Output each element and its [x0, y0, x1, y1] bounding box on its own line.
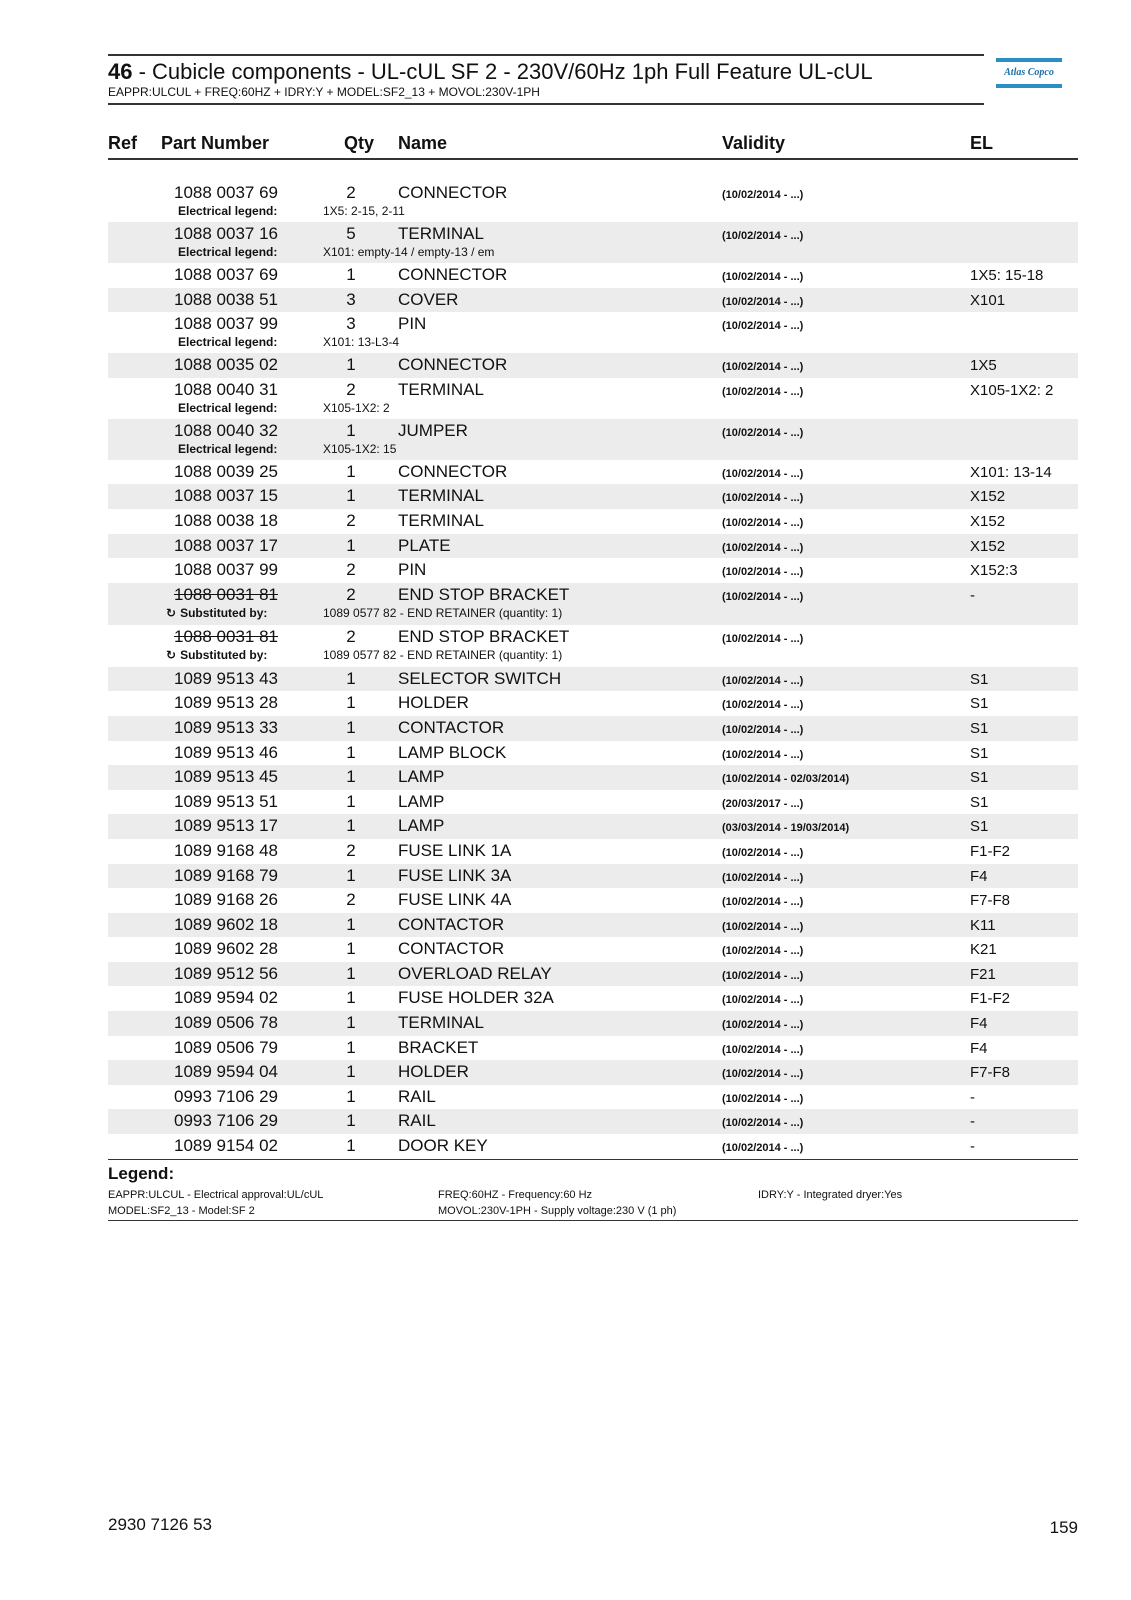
table-row [108, 484, 1078, 509]
part-name: BRACKET [398, 1037, 479, 1057]
quantity: 1 [346, 963, 356, 983]
electrical-ref: F21 [970, 965, 996, 983]
validity: (10/02/2014 - ...) [722, 994, 804, 1007]
validity: (10/02/2014 - ...) [722, 945, 804, 958]
table-row [108, 864, 1078, 889]
validity: (10/02/2014 - ...) [722, 871, 804, 884]
part-name: CONTACTOR [398, 717, 505, 737]
table-row [108, 814, 1078, 839]
table-row [108, 378, 1078, 419]
validity: (10/02/2014 - ...) [722, 516, 804, 529]
legend-item: FREQ:60HZ - Frequency:60 Hz [438, 1189, 593, 1201]
part-number: 0993 7106 29 [174, 1086, 278, 1106]
part-number: 1089 9594 02 [174, 988, 278, 1008]
part-name: JUMPER [398, 420, 468, 440]
table-row [108, 509, 1078, 534]
validity: (10/02/2014 - ...) [722, 1043, 804, 1056]
logo-bar-bottom [996, 84, 1062, 88]
section-number: 46 [108, 59, 133, 84]
quantity: 1 [346, 767, 356, 787]
validity: (10/02/2014 - ...) [722, 361, 804, 374]
validity: (10/02/2014 - ...) [722, 385, 804, 398]
part-name: PIN [398, 314, 427, 334]
electrical-ref: X152 [970, 537, 1006, 555]
table-row [108, 288, 1078, 313]
legend-item: IDRY:Y - Integrated dryer:Yes [758, 1189, 903, 1201]
validity: (10/02/2014 - ...) [722, 748, 804, 761]
quantity: 1 [346, 265, 356, 284]
part-name: FUSE LINK 1A [398, 840, 512, 860]
table-row [108, 937, 1078, 962]
quantity: 1 [346, 486, 356, 506]
table-row [108, 741, 1078, 766]
electrical-ref: - [970, 586, 975, 604]
part-number: 1088 0031 81 [174, 626, 278, 646]
table-row [108, 181, 1078, 222]
validity: (10/02/2014 - ...) [722, 846, 804, 859]
legend-title: Legend: [108, 1164, 175, 1183]
table-row [108, 667, 1078, 692]
part-name: COVER [398, 289, 459, 309]
part-name: LAMP [398, 767, 445, 787]
part-name: CONTACTOR [398, 939, 505, 959]
part-number: 1089 9513 17 [174, 816, 278, 836]
quantity: 1 [346, 791, 356, 811]
part-name: TERMINAL [398, 486, 484, 506]
validity: (10/02/2014 - ...) [722, 920, 804, 933]
part-name: FUSE LINK 4A [398, 890, 512, 910]
sub-label-text: Electrical legend: [178, 441, 278, 456]
part-number: 1089 9168 26 [174, 890, 278, 910]
part-name: CONTACTOR [398, 914, 505, 934]
quantity: 1 [346, 1037, 356, 1057]
validity: (10/02/2014 - ...) [722, 699, 804, 712]
part-number: 1089 0506 78 [174, 1013, 278, 1033]
electrical-ref: K21 [970, 941, 997, 959]
electrical-ref: F4 [970, 1039, 988, 1057]
electrical-ref: - [970, 1088, 975, 1106]
validity: (10/02/2014 - ...) [722, 723, 804, 736]
validity: (10/02/2014 - ...) [722, 674, 804, 687]
part-number: 1089 9513 45 [174, 767, 278, 787]
table-row [108, 962, 1078, 987]
quantity: 2 [346, 626, 356, 646]
substituted-label [166, 606, 267, 620]
section-title: - Cubicle components - UL-cUL SF 2 - 230V/60Hz 1ph Full Feature UL-cUL [132, 59, 873, 84]
parts-table [108, 181, 1078, 1160]
electrical-ref: X101 [970, 291, 1006, 309]
part-number: 1088 0038 51 [174, 289, 278, 309]
part-number: 0993 7106 29 [174, 1111, 278, 1131]
table-row [108, 1134, 1078, 1159]
part-number: 1089 9602 28 [174, 939, 278, 959]
table-end-rule [108, 1159, 1078, 1160]
sub-label-text: Substituted by: [180, 647, 268, 662]
electrical-legend-label [178, 335, 277, 349]
table-row [108, 1011, 1078, 1036]
electrical-legend-label [178, 442, 277, 456]
quantity: 1 [346, 742, 356, 762]
logo-text: Atlas Copco [1004, 67, 1054, 78]
table-row [108, 222, 1078, 263]
part-name: CONNECTOR [398, 265, 508, 284]
part-number: 1088 0037 17 [174, 535, 278, 555]
quantity: 1 [346, 914, 356, 934]
quantity: 2 [346, 840, 356, 860]
electrical-ref: S1 [970, 719, 989, 737]
electrical-ref: 1X5 [970, 357, 997, 375]
electrical-legend-value: X101: 13-L3-4 [323, 335, 400, 350]
brand-logo [996, 58, 1062, 96]
electrical-ref: S1 [970, 695, 989, 713]
part-number: 1088 0037 69 [174, 183, 278, 202]
quantity: 1 [346, 939, 356, 959]
legend-item: MODEL:SF2_13 - Model:SF 2 [108, 1205, 255, 1217]
electrical-ref: X101: 13-14 [970, 463, 1052, 481]
part-number: 1088 0037 15 [174, 486, 278, 506]
quantity: 1 [346, 535, 356, 555]
part-name: DOOR KEY [398, 1136, 488, 1156]
legend-item: MOVOL:230V-1PH - Supply voltage:230 V (1 ph) [438, 1205, 677, 1217]
validity: (10/02/2014 - ...) [722, 467, 804, 480]
table-row [108, 839, 1078, 864]
quantity: 1 [346, 1086, 356, 1106]
quantity: 3 [346, 289, 356, 309]
part-number: 1088 0037 99 [174, 314, 278, 334]
table-row [108, 263, 1078, 288]
electrical-ref: F7-F8 [970, 1064, 1011, 1082]
part-number: 1088 0035 02 [174, 355, 278, 375]
table-row [108, 1085, 1078, 1110]
table-row [108, 1109, 1078, 1134]
col-part-number: Part Number [161, 133, 270, 153]
table-row [108, 691, 1078, 716]
table-row [108, 1036, 1078, 1061]
quantity: 2 [346, 584, 356, 604]
part-number: 1089 9602 18 [174, 914, 278, 934]
substitute-part[interactable]: 1089 0577 82 - END RETAINER (quantity: 1) [323, 647, 563, 662]
part-name: FUSE HOLDER 32A [398, 988, 554, 1008]
document-number: 2930 7126 53 [108, 1515, 212, 1534]
part-name: OVERLOAD RELAY [398, 963, 552, 983]
col-validity: Validity [722, 133, 786, 153]
substitute-part[interactable]: 1089 0577 82 - END RETAINER (quantity: 1) [323, 605, 563, 620]
part-number: 1089 0506 79 [174, 1037, 278, 1057]
part-number: 1089 9168 48 [174, 840, 278, 860]
legend-bottom-rule [108, 1220, 1078, 1221]
table-row [108, 888, 1078, 913]
table-row [108, 986, 1078, 1011]
part-number: 1089 9168 79 [174, 865, 278, 885]
validity: (10/02/2014 - ...) [722, 230, 804, 242]
electrical-ref: X152:3 [970, 562, 1018, 580]
quantity: 1 [346, 1062, 356, 1082]
quantity: 1 [346, 865, 356, 885]
validity: (10/02/2014 - ...) [722, 271, 804, 283]
electrical-ref: F1-F2 [970, 842, 1011, 860]
part-name: FUSE LINK 3A [398, 865, 512, 885]
refresh-icon: ↻ [166, 605, 177, 620]
quantity: 1 [346, 420, 356, 440]
part-number: 1089 9513 43 [174, 668, 278, 688]
validity: (03/03/2014 - 19/03/2014) [722, 822, 850, 835]
table-row [108, 625, 1078, 667]
part-number: 1089 9154 02 [174, 1136, 278, 1156]
quantity: 2 [346, 510, 356, 530]
part-number: 1089 9512 56 [174, 963, 278, 983]
quantity: 1 [346, 988, 356, 1008]
quantity: 1 [346, 1013, 356, 1033]
validity: (10/02/2014 - ...) [722, 541, 804, 554]
part-name: PIN [398, 560, 427, 580]
table-row [108, 790, 1078, 815]
part-name: PLATE [398, 535, 451, 555]
electrical-ref: S1 [970, 670, 989, 688]
electrical-legend-label [178, 204, 277, 218]
electrical-ref: 1X5: 15-18 [970, 267, 1044, 284]
electrical-ref: S1 [970, 769, 989, 787]
part-number: 1089 9594 04 [174, 1062, 278, 1082]
part-number: 1088 0037 99 [174, 560, 278, 580]
electrical-legend-value: X101: empty-14 / empty-13 / em [323, 245, 495, 259]
table-row [108, 765, 1078, 790]
table-row [108, 419, 1078, 460]
quantity: 5 [346, 224, 356, 243]
part-name: CONNECTOR [398, 183, 508, 202]
electrical-ref: X105-1X2: 2 [970, 381, 1054, 399]
part-name: END STOP BRACKET [398, 626, 570, 646]
electrical-legend-value: 1X5: 2-15, 2-11 [323, 204, 405, 218]
legend [108, 1164, 1078, 1217]
validity: (10/02/2014 - ...) [722, 492, 804, 505]
validity: (10/02/2014 - ...) [722, 320, 804, 333]
quantity: 1 [346, 461, 356, 481]
part-name: TERMINAL [398, 224, 484, 243]
part-name: CONNECTOR [398, 461, 508, 481]
part-name: RAIL [398, 1111, 436, 1131]
part-name: LAMP BLOCK [398, 742, 507, 762]
part-number: 1089 9513 28 [174, 693, 278, 713]
part-number: 1088 0037 16 [174, 224, 278, 243]
table-row [108, 353, 1078, 378]
validity: (10/02/2014 - ...) [722, 1019, 804, 1032]
quantity: 1 [346, 717, 356, 737]
table-row [108, 913, 1078, 938]
electrical-legend-label [178, 401, 277, 415]
table-row [108, 1060, 1078, 1085]
validity: (10/02/2014 - ...) [722, 1068, 804, 1081]
col-qty: Qty [344, 133, 375, 153]
part-name: HOLDER [398, 1062, 469, 1082]
sub-label-text: Electrical legend: [178, 400, 278, 415]
header-top-rule [108, 54, 984, 56]
electrical-ref: K11 [970, 916, 996, 934]
refresh-icon: ↻ [166, 647, 177, 662]
part-name: CONNECTOR [398, 355, 508, 375]
quantity: 2 [346, 379, 356, 399]
part-number: 1089 9513 51 [174, 791, 278, 811]
validity: (10/02/2014 - ...) [722, 969, 804, 982]
part-name: HOLDER [398, 693, 469, 713]
validity: (10/02/2014 - ...) [722, 295, 804, 308]
electrical-ref: X152 [970, 512, 1006, 530]
part-number: 1088 0040 31 [174, 379, 278, 399]
quantity: 1 [346, 1111, 356, 1131]
page-header [108, 54, 984, 105]
electrical-ref: S1 [970, 818, 989, 836]
part-name: RAIL [398, 1086, 436, 1106]
part-name: TERMINAL [398, 379, 484, 399]
quantity: 1 [346, 355, 356, 375]
electrical-legend-value: X105-1X2: 2 [323, 400, 390, 415]
quantity: 2 [346, 183, 356, 202]
page-subtitle: EAPPR:ULCUL + FREQ:60HZ + IDRY:Y + MODEL:SF2_13 + MOVOL:230V-1PH [108, 85, 540, 99]
validity: (10/02/2014 - ...) [722, 896, 804, 909]
legend-item: EAPPR:ULCUL - Electrical approval:UL/cUL [108, 1189, 324, 1201]
validity: (10/02/2014 - ...) [722, 590, 804, 603]
quantity: 2 [346, 560, 356, 580]
part-number: 1088 0037 69 [174, 265, 278, 284]
part-number: 1088 0031 81 [174, 584, 278, 604]
table-row [108, 583, 1078, 625]
table-header [108, 132, 1078, 160]
quantity: 1 [346, 816, 356, 836]
sub-label-text: Electrical legend: [178, 204, 278, 218]
part-number: 1088 0040 32 [174, 420, 278, 440]
part-name: END STOP BRACKET [398, 584, 570, 604]
validity: (10/02/2014 - ...) [722, 632, 804, 645]
page-number: 159 [1049, 1518, 1078, 1537]
part-name: LAMP [398, 816, 445, 836]
col-el: EL [970, 133, 994, 153]
validity: (10/02/2014 - ...) [722, 426, 804, 439]
substituted-label [166, 648, 267, 662]
electrical-ref: F7-F8 [970, 892, 1011, 910]
part-number: 1089 9513 46 [174, 742, 278, 762]
electrical-ref: F4 [970, 1015, 988, 1033]
electrical-ref: X152 [970, 488, 1006, 506]
quantity: 1 [346, 668, 356, 688]
part-name: TERMINAL [398, 1013, 484, 1033]
electrical-legend-value: X105-1X2: 15 [323, 441, 397, 456]
table-row [108, 716, 1078, 741]
part-number: 1088 0039 25 [174, 461, 278, 481]
electrical-ref: F1-F2 [970, 990, 1011, 1008]
validity: (10/02/2014 - ...) [722, 566, 804, 579]
table-row [108, 312, 1078, 353]
header-bottom-rule [108, 103, 984, 105]
quantity: 1 [346, 1136, 356, 1156]
validity: (10/02/2014 - 02/03/2014) [722, 773, 850, 786]
validity: (10/02/2014 - ...) [722, 189, 804, 201]
table-row [108, 558, 1078, 583]
part-name: LAMP [398, 791, 445, 811]
col-ref: Ref [108, 133, 138, 153]
table-row [108, 534, 1078, 559]
electrical-ref: S1 [970, 793, 989, 811]
quantity: 3 [346, 314, 356, 334]
electrical-ref: - [970, 1113, 975, 1131]
validity: (10/02/2014 - ...) [722, 1117, 804, 1130]
table-row [108, 460, 1078, 485]
validity: (10/02/2014 - ...) [722, 1142, 804, 1155]
quantity: 2 [346, 890, 356, 910]
electrical-ref: F4 [970, 867, 988, 885]
col-name: Name [398, 133, 448, 153]
validity: (20/03/2017 - ...) [722, 797, 804, 810]
part-number: 1088 0038 18 [174, 510, 278, 530]
electrical-legend-label [178, 245, 277, 259]
sub-label-text: Substituted by: [180, 605, 268, 620]
part-name: TERMINAL [398, 510, 484, 530]
page-title [108, 60, 984, 84]
part-name: SELECTOR SWITCH [398, 668, 562, 688]
sub-label-text: Electrical legend: [178, 245, 278, 259]
quantity: 1 [346, 693, 356, 713]
validity: (10/02/2014 - ...) [722, 1092, 804, 1105]
electrical-ref: S1 [970, 744, 989, 762]
electrical-ref: - [970, 1138, 975, 1156]
sub-label-text: Electrical legend: [178, 335, 278, 350]
part-number: 1089 9513 33 [174, 717, 278, 737]
